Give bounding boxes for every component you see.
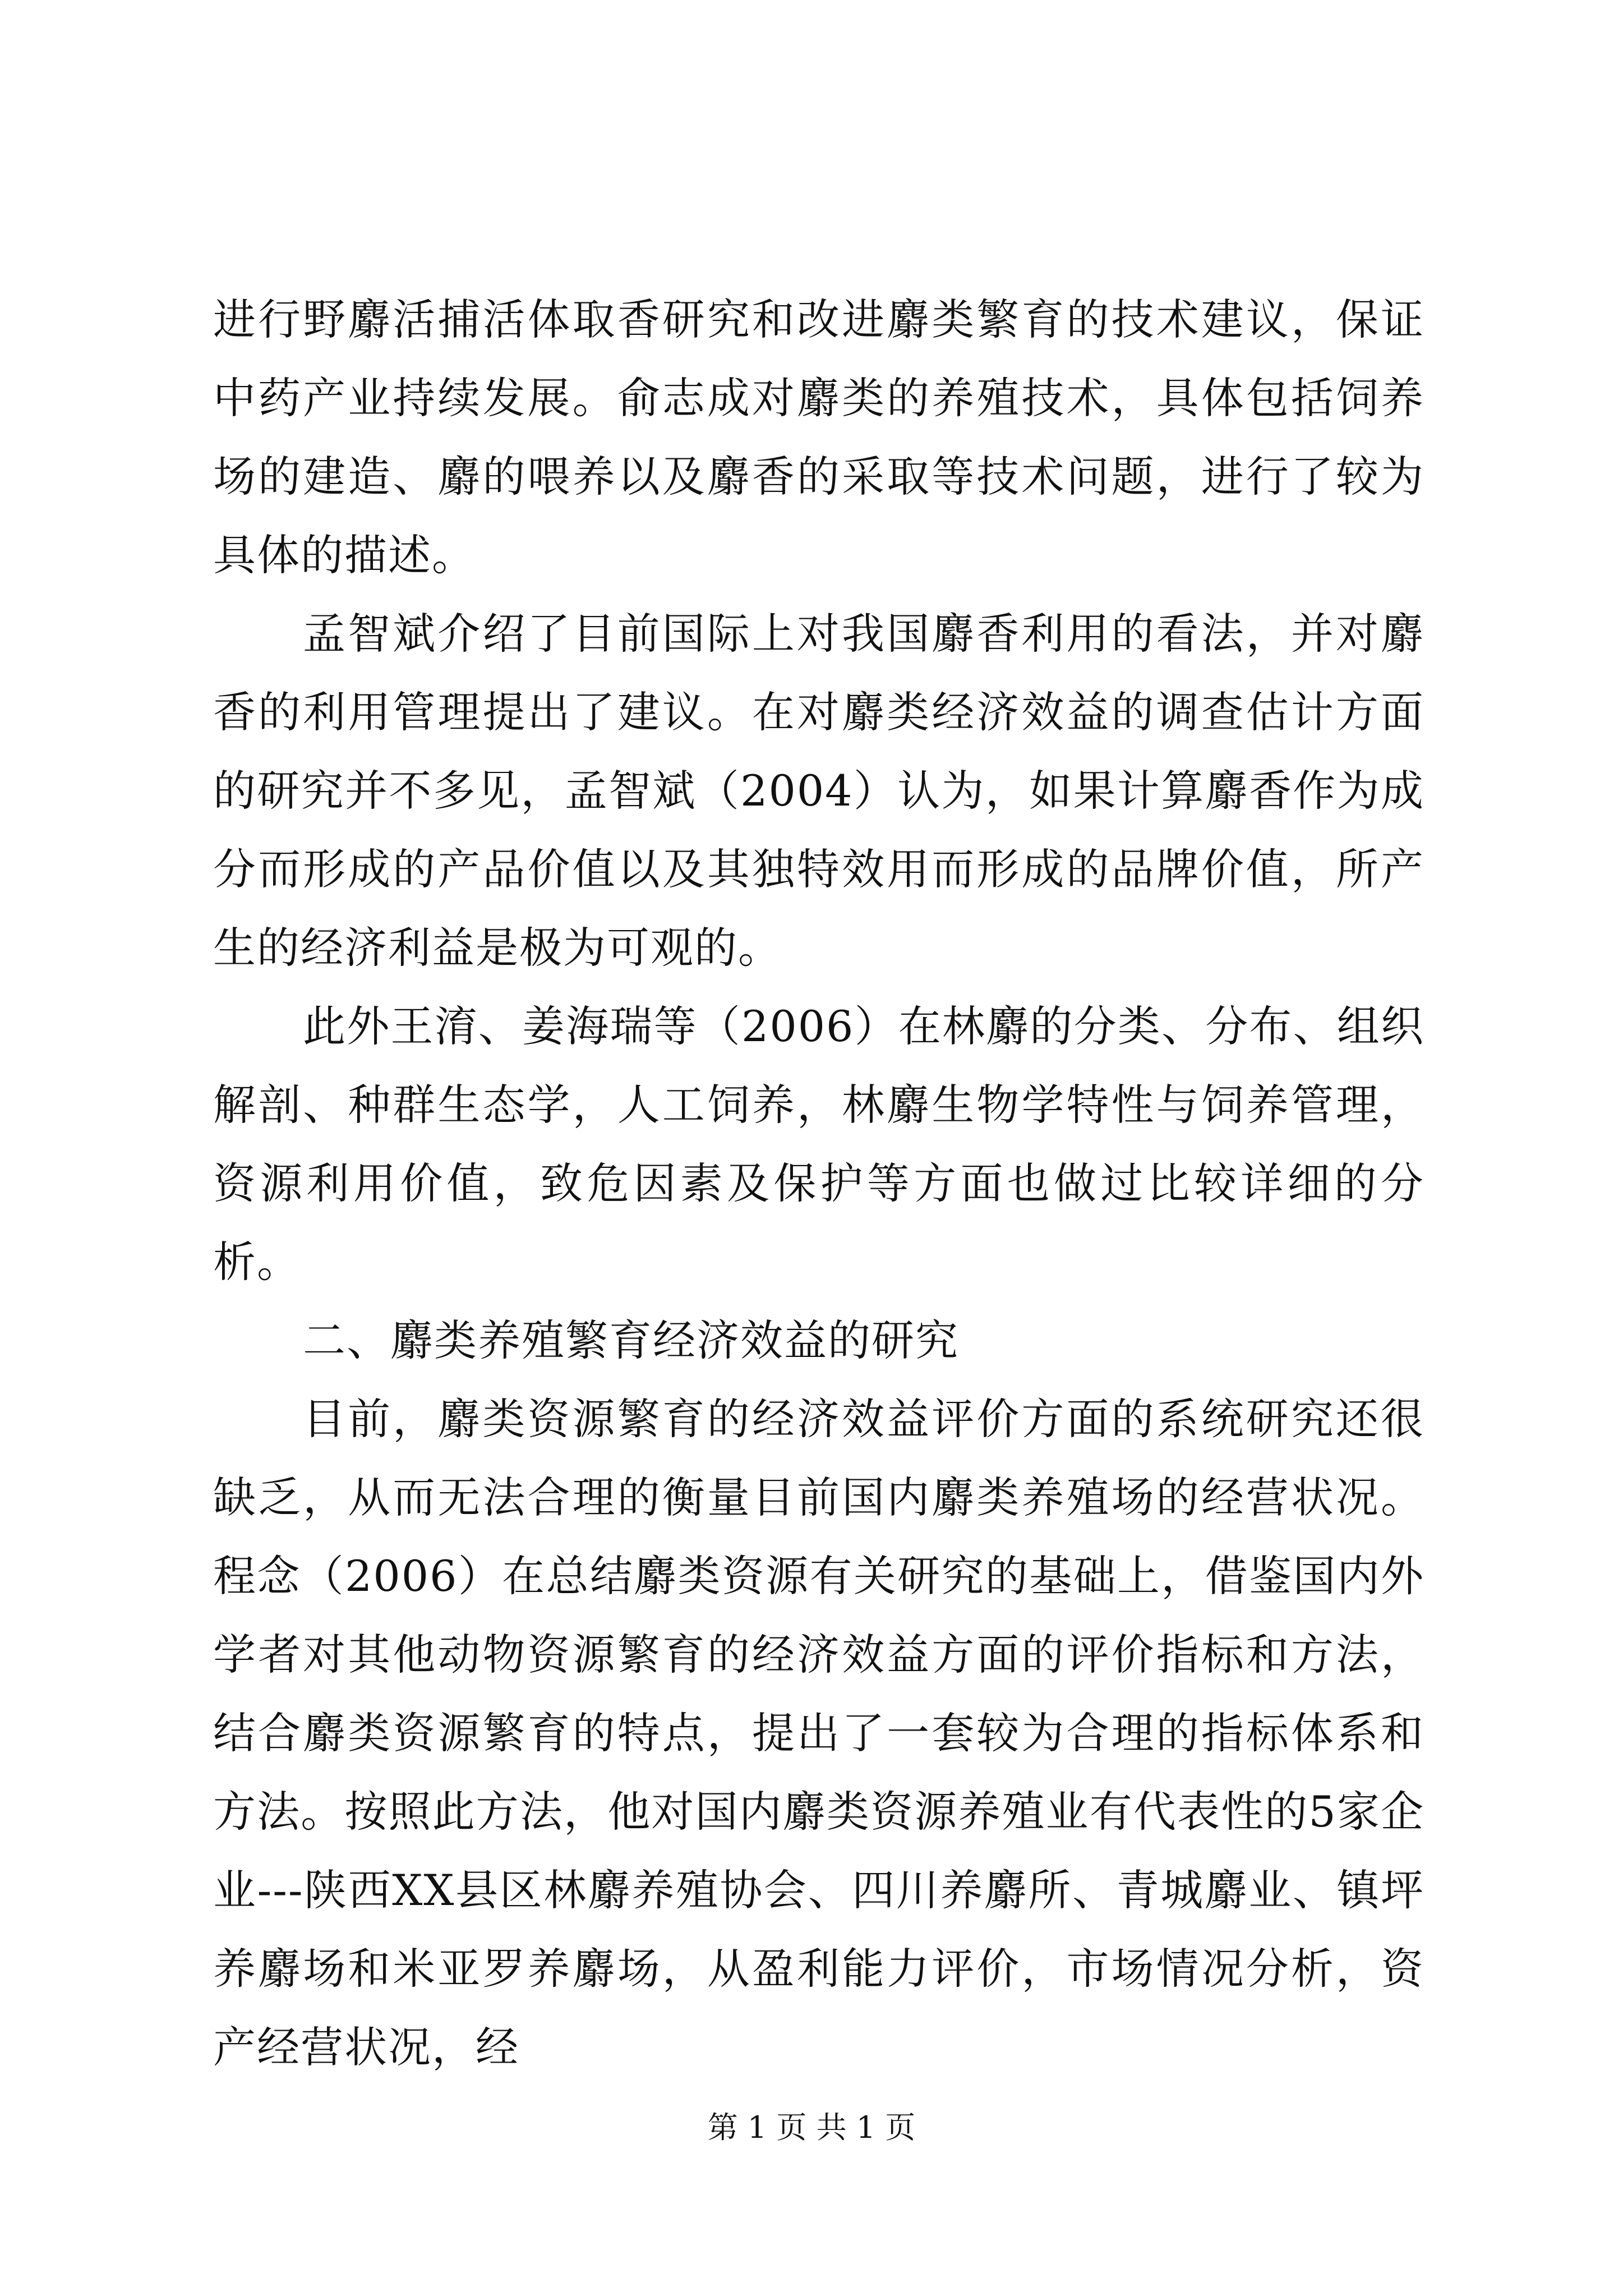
- paragraph-1: 进行野麝活捕活体取香研究和改进麝类繁育的技术建议，保证中药产业持续发展。俞志成对麝类的养殖技术，具体包括饲养场的建造、麝的喂养以及麝香的采取等技术问题，进行了较为具体的描述。: [213, 295, 1424, 580]
- section-heading: 二、麝类养殖繁育经济效益的研究: [303, 1315, 959, 1365]
- paragraph-3: 此外王淯、姜海瑞等（2006）在林麝的分类、分布、组织解剖、种群生态学，人工饲养，林麝生物学特性与饲养管理，资源利用价值，致危因素及保护等方面也做过比较详细的分析。: [213, 1001, 1424, 1287]
- paragraph-2: 孟智斌介绍了目前国际上对我国麝香利用的看法，并对麝香的利用管理提出了建议。在对麝类经济效益的调查估计方面的研究并不多见，孟智斌（2004）认为，如果计算麝香作为成分而形成的产品价值以及其独特效用而形成的品牌价值，所产生的经济利益是极为可观的。: [213, 609, 1424, 973]
- document-body: [213, 280, 1424, 2087]
- page-footer: 第 1 页 共 1 页: [707, 2110, 916, 2145]
- paragraph-4: 目前，麝类资源繁育的经济效益评价方面的系统研究还很缺乏，从而无法合理的衡量目前国内麝类养殖场的经营状况。程念（2006）在总结麝类资源有关研究的基础上，借鉴国内外学者对其他动物资源繁育的经济效益方面的评价指标和方法，结合麝类资源繁育的特点，提出了一套较为合理的指标体系和方法。按照此方法，他对国内麝类资源养殖业有代表性的5家企业---陕西XX县区林麝养殖协会、四川养麝所、青城麝业、镇坪养麝场和米亚罗养麝场，从盈利能力评价，市场情况分析，资产经营状况，经: [213, 1394, 1424, 2072]
